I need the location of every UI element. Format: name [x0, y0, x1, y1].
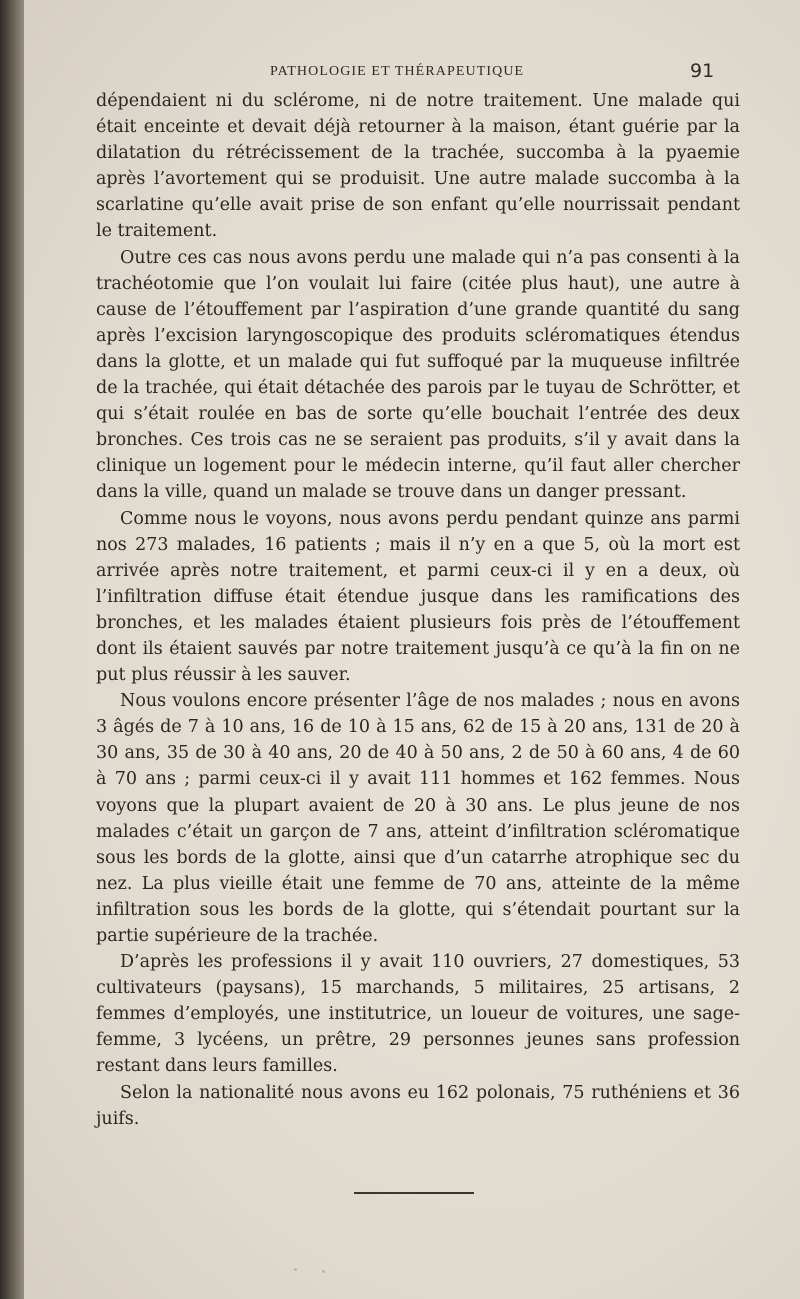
- page-number: 91: [690, 60, 715, 82]
- paper-smudge: [322, 1270, 325, 1273]
- paragraph: Outre ces cas nous avons perdu une malade qui n’a pas consenti à la trachéotomie que l’on voulait lui faire (citée plus haut), une autre à cause de l’étouffement par l’aspiration d’une grande quantité du sang après l’excision laryngoscopique des produits scléromatiques étendus dans la glotte, et un malade qui fut suffoqué par la muqueuse infiltrée de la trachée, qui était détachée des parois par le tuyau de Schrötter, et qui s’était roulée en bas de sorte qu’elle bouchait l’entrée des deux bronches. Ces trois cas ne se seraient pas produits, s’il y avait dans la clinique un logement pour le médecin interne, qu’il faut aller chercher dans la ville, quand un malade se trouve dans un danger pressant.: [96, 247, 740, 503]
- paragraph: Selon la nationalité nous avons eu 162 polonais, 75 ruthéniens et 36 juifs.: [96, 1082, 740, 1129]
- body-text: [96, 88, 740, 1132]
- paragraph: D’après les professions il y avait 110 ouvriers, 27 domestiques, 53 cultivateurs (paysans), 15 marchands, 5 militaires, 25 artisans, 2 femmes d’employés, une institutrice, un loueur de voitures, une sage-femme, 3 lycéens, un prêtre, 29 personnes jeunes sans profession restant dans leurs familles.: [96, 952, 740, 1077]
- paper-smudge: [294, 1268, 297, 1271]
- page-header: [24, 60, 800, 88]
- running-title: PATHOLOGIE ET THÉRAPEUTIQUE: [270, 64, 525, 79]
- book-page: [24, 0, 800, 1299]
- end-rule: [354, 1192, 474, 1194]
- paragraph: Nous voulons encore présenter l’âge de nos malades ; nous en avons 3 âgés de 7 à 10 ans, 16 de 10 à 15 ans, 62 de 15 à 20 ans, 131 de 20 à 30 ans, 35 de 30 à 40 ans, 20 de 40 à 50 ans, 2 de 50 à 60 ans, 4 de 60 à 70 ans ; parmi ceux-ci il y avait 111 hommes et 162 femmes. Nous voyons que la plupart avaient de 20 à 30 ans. Le plus jeune de nos malades c’était un garçon de 7 ans, atteint d’infiltration scléromatique sous les bords de la glotte, ainsi que d’un catarrhe atrophique sec du nez. La plus vieille était une femme de 70 ans, atteinte de la même infiltration sous les bords de la glotte, qui s’étendait pourtant sur la partie supérieure de la trachée.: [96, 691, 740, 946]
- paragraph: Comme nous le voyons, nous avons perdu pendant quinze ans parmi nos 273 malades, 16 patients ; mais il n’y en a que 5, où la mort est arrivée après notre traitement, et parmi ceux-ci il y en a deux, où l’infiltration diffuse était étendue jusque dans les ramifications des bronches, et les malades étaient plusieurs fois près de l’étouffement dont ils étaient sauvés par notre traitement jusqu’à ce qu’à la fin on ne put plus réussir à les sauver.: [96, 508, 740, 686]
- paragraph-continuation: dépendaient ni du sclérome, ni de notre traitement. Une malade qui était enceinte et devait déjà retourner à la maison, étant guérie par la dilatation du rétrécissement de la trachée, succomba à la pyaemie après l’avortement qui se produisit. Une autre malade succomba à la scarlatine qu’elle avait prise de son enfant qu’elle nourrissait pendant le traitement.: [96, 91, 740, 242]
